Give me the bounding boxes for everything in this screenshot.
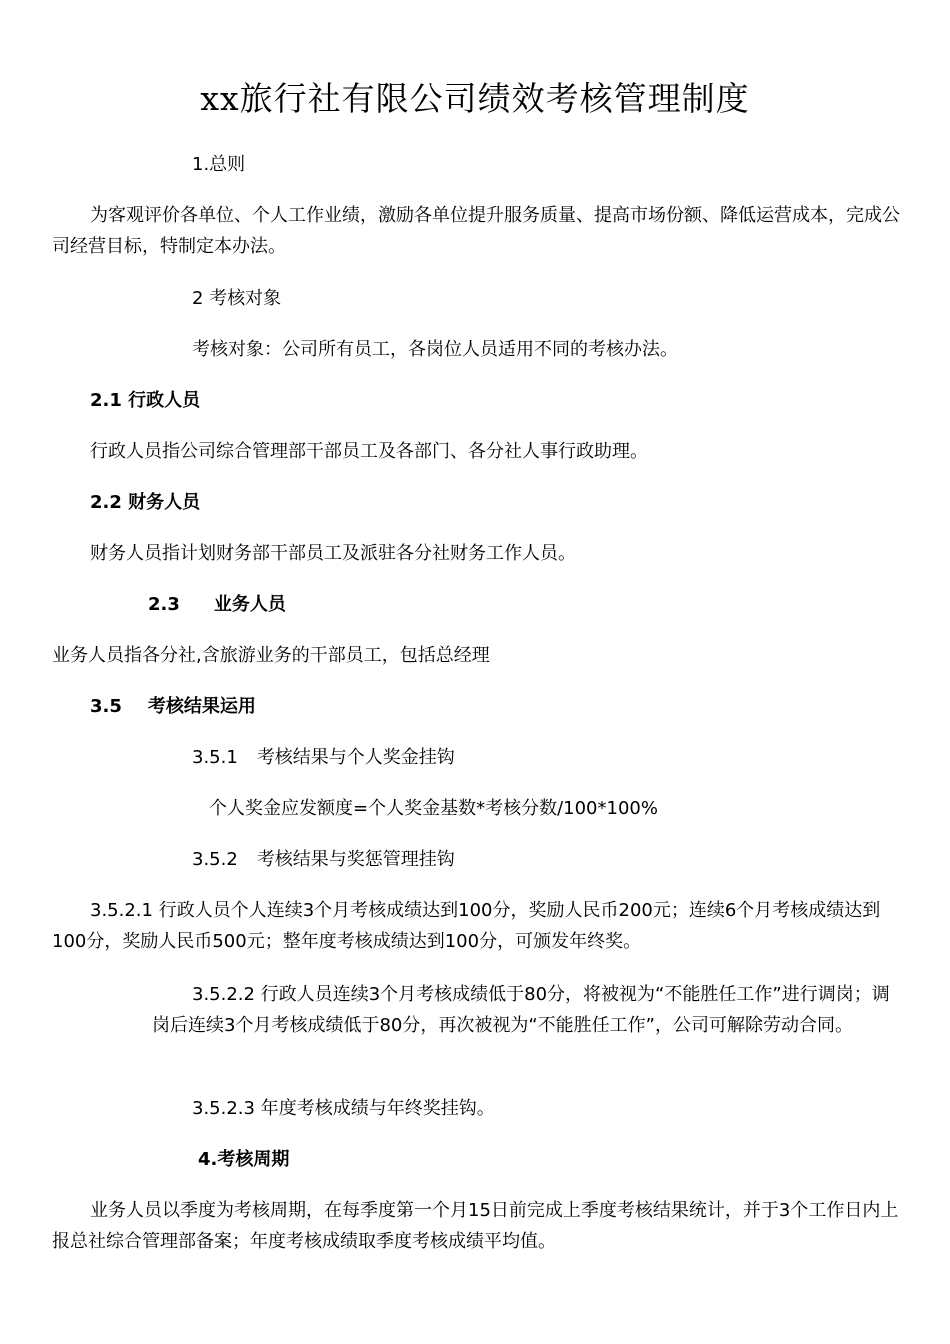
- section-3-5-1-number: 3.5.1: [192, 747, 238, 768]
- section-4-paragraph: 业务人员以季度为考核周期，在每季度第一个月15日前完成上季度考核结果统计，并于3个工作日内上报总社综合管理部备案；年度考核成绩取季度考核成绩平均值。: [52, 1200, 899, 1252]
- section-3-5-number: 3.5: [90, 696, 122, 717]
- section-3-5-2-1-paragraph: 3.5.2.1 行政人员个人连续3个月考核成绩达到100分，奖励人民币200元；连续6个月考核成绩达到100分，奖励人民币500元；整年度考核成绩达到100分，可颁发年终奖。: [52, 900, 881, 952]
- section-2-3-title: 业务人员: [213, 594, 286, 615]
- section-3-5-title: 考核结果运用: [147, 696, 256, 717]
- section-3-5-1-title: 考核结果与个人奖金挂钩: [256, 747, 455, 768]
- section-2-heading: 2 考核对象: [192, 288, 282, 309]
- section-3-5-2-title: 考核结果与奖惩管理挂钩: [256, 849, 455, 870]
- section-3-5-2-number: 3.5.2: [192, 849, 238, 870]
- section-2-3-paragraph: 业务人员指各分社,含旅游业务的干部员工，包括总经理: [52, 645, 490, 666]
- section-2-2-heading: 2.2 财务人员: [90, 492, 201, 513]
- section-2-1-heading: 2.1 行政人员: [90, 390, 201, 411]
- section-1-paragraph: 为客观评价各单位、个人工作业绩，激励各单位提升服务质量、提高市场份额、降低运营成本，完成公司经营目标，特制定本办法。: [52, 205, 900, 257]
- document-title: xx旅行社有限公司绩效考核管理制度: [200, 79, 750, 118]
- section-1-heading: 1.总则: [192, 154, 246, 175]
- section-2-paragraph: 考核对象：公司所有员工，各岗位人员适用不同的考核办法。: [192, 339, 678, 360]
- section-3-5-2-heading: [192, 844, 455, 875]
- section-3-5-2-3-paragraph: 3.5.2.3 年度考核成绩与年终奖挂钩。: [192, 1098, 495, 1119]
- section-3-5-1-heading: [192, 742, 455, 773]
- bonus-formula: 个人奖金应发额度=个人奖金基数*考核分数/100*100%: [209, 798, 658, 819]
- section-2-1-paragraph: 行政人员指公司综合管理部干部员工及各部门、各分社人事行政助理。: [90, 441, 648, 462]
- section-2-3-heading: [148, 589, 286, 620]
- section-2-3-number: 2.3: [148, 594, 180, 615]
- section-2-2-paragraph: 财务人员指计划财务部干部员工及派驻各分社财务工作人员。: [90, 543, 576, 564]
- section-3-5-heading: [90, 691, 256, 722]
- section-3-5-2-2-paragraph: 3.5.2.2 行政人员连续3个月考核成绩低于80分，将被视为“不能胜任工作”进行调岗；调岗后连续3个月考核成绩低于80分，再次被视为“不能胜任工作”，公司可解除劳动合同。: [152, 984, 890, 1036]
- section-4-heading: 4.考核周期: [198, 1149, 290, 1170]
